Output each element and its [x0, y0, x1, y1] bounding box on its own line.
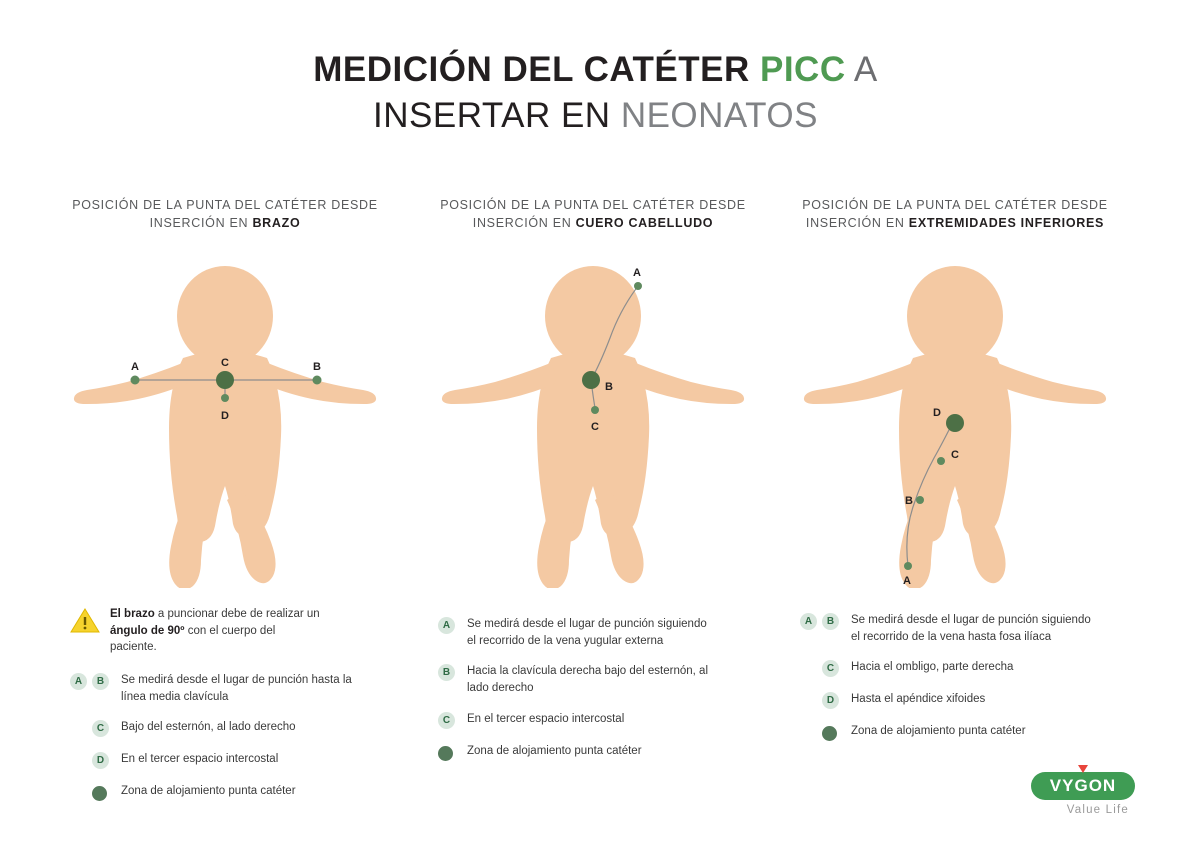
marker-a: A [800, 613, 817, 630]
figure-label-a: A [131, 361, 139, 373]
figure-cuero-cabelludo [428, 258, 758, 598]
point-a [131, 376, 140, 385]
title-part-post: A [845, 50, 878, 89]
point-c-zone [216, 371, 234, 389]
heading-text: POSICIÓN DE LA PUNTA DEL CATÉTER DESDE INSERCIÓN EN [802, 198, 1108, 231]
title-line-1 [0, 48, 1191, 92]
legend-markers [800, 612, 844, 630]
brand-logo [1005, 772, 1135, 816]
figure-label-c: C [591, 421, 599, 433]
page-title [0, 48, 1191, 138]
legend-cuero-cabelludo [428, 616, 758, 761]
legend-text: Hacia el ombligo, parte derecha [851, 661, 1014, 674]
marker-a: A [438, 617, 455, 634]
point-a [634, 282, 642, 290]
title-part-insertar: INSERTAR EN [373, 95, 621, 135]
column-brazo [60, 196, 390, 815]
legend-markers [438, 616, 460, 634]
legend-markers [92, 783, 114, 801]
warning-bold-angle: ángulo de 90º [110, 624, 185, 637]
legend-brazo [60, 606, 390, 801]
point-a [904, 562, 912, 570]
point-b [313, 376, 322, 385]
marker-d: D [822, 692, 839, 709]
legend-markers [438, 711, 460, 729]
legend-item [438, 743, 758, 761]
figure-label-a: A [633, 267, 641, 279]
figure-label-a: A [903, 575, 911, 587]
point-c [591, 406, 599, 414]
point-c [937, 457, 945, 465]
legend-item [70, 751, 390, 769]
legend-text: Zona de alojamiento punta catéter [467, 744, 642, 757]
figure-label-d: D [933, 407, 941, 419]
marker-a: A [70, 673, 87, 690]
legend-markers [822, 723, 844, 741]
warning-bold-arm: El brazo [110, 608, 155, 620]
diagram-columns [0, 196, 1191, 816]
infant-diagram-scalp [433, 258, 753, 588]
title-part-neonatos: NEONATOS [620, 95, 818, 135]
marker-b: B [92, 673, 109, 690]
legend-text: Hacia la clavícula derecha bajo del esternón, al lado derecho [467, 665, 709, 695]
warning-icon [70, 607, 100, 639]
point-d-zone [946, 414, 964, 432]
legend-item [438, 663, 758, 696]
legend-item [70, 783, 390, 801]
marker-c: C [438, 712, 455, 729]
logo-name: VYGON [1049, 776, 1117, 795]
legend-item [800, 659, 1120, 677]
column-cuero-cabelludo [428, 196, 758, 775]
legend-item [800, 612, 1120, 645]
figure-label-c: C [221, 357, 229, 369]
figure-extremidades [790, 258, 1120, 598]
legend-item [438, 711, 758, 729]
catheter-tip-zone-dot [92, 786, 107, 801]
figure-label-b: B [605, 381, 613, 393]
heading-text: POSICIÓN DE LA PUNTA DEL CATÉTER DESDE INSERCIÓN EN [440, 198, 746, 231]
heading-text: POSICIÓN DE LA PUNTA DEL CATÉTER DESDE INSERCIÓN EN [72, 198, 378, 231]
catheter-tip-zone-dot [822, 726, 837, 741]
warning-text-1: a puncionar debe de realizar un [154, 608, 320, 620]
marker-b: B [822, 613, 839, 630]
legend-markers [92, 719, 114, 737]
heading-emphasis: BRAZO [252, 216, 301, 231]
legend-item [800, 691, 1120, 709]
column-heading-cuero-cabelludo [428, 196, 758, 248]
figure-brazo [60, 258, 390, 598]
infant-diagram-arm [65, 258, 385, 588]
legend-markers [438, 663, 460, 681]
point-b-zone [582, 371, 600, 389]
legend-markers [92, 751, 114, 769]
legend-markers [438, 743, 460, 761]
legend-markers [822, 659, 844, 677]
legend-extremidades [790, 612, 1120, 741]
column-heading-extremidades [790, 196, 1120, 248]
marker-c: C [822, 660, 839, 677]
point-d [221, 394, 229, 402]
title-part-picc: PICC [759, 50, 846, 89]
legend-text: Hasta el apéndice xifoides [851, 693, 986, 706]
logo-tick-icon [1078, 765, 1088, 773]
legend-item [438, 616, 758, 649]
legend-text: Se medirá desde el lugar de punción siguiendo el recorrido de la vena hasta fosa ilíaca [851, 614, 1091, 643]
warning-text [110, 606, 325, 656]
figure-label-b: B [905, 495, 913, 507]
logo-pill [1031, 772, 1135, 800]
point-b [916, 496, 924, 504]
heading-emphasis: CUERO CABELLUDO [575, 216, 714, 231]
column-heading-brazo [60, 196, 390, 248]
legend-item [70, 672, 390, 705]
title-line-2 [0, 94, 1191, 138]
figure-label-d: D [221, 410, 229, 422]
legend-markers [70, 672, 114, 690]
infant-diagram-legs [795, 258, 1115, 588]
legend-text: En el tercer espacio intercostal [467, 712, 625, 725]
legend-text: Zona de alojamiento punta catéter [121, 785, 296, 798]
legend-text: Zona de alojamiento punta catéter [851, 725, 1026, 738]
warning-row [70, 606, 390, 656]
warning-text-2: con el cuerpo del paciente. [110, 624, 276, 654]
marker-b: B [438, 664, 455, 681]
legend-text: Se medirá desde el lugar de punción siguiendo el recorrido de la vena yugular externa [467, 618, 707, 647]
logo-tagline: Value Life [1066, 804, 1129, 816]
catheter-tip-zone-dot [438, 746, 453, 761]
heading-emphasis: EXTREMIDADES INFERIORES [908, 216, 1105, 231]
column-extremidades-inferiores [790, 196, 1120, 755]
marker-d: D [92, 752, 109, 769]
legend-markers [822, 691, 844, 709]
legend-text: Se medirá desde el lugar de punción hasta la línea media clavícula [121, 674, 352, 703]
legend-text: Bajo del esternón, al lado derecho [121, 721, 296, 734]
figure-label-c: C [951, 449, 959, 461]
figure-label-b: B [313, 361, 321, 373]
title-part-pre: MEDICIÓN DEL CATÉTER [313, 50, 760, 89]
legend-item [70, 719, 390, 737]
legend-item [800, 723, 1120, 741]
marker-c: C [92, 720, 109, 737]
legend-text: En el tercer espacio intercostal [121, 753, 279, 766]
